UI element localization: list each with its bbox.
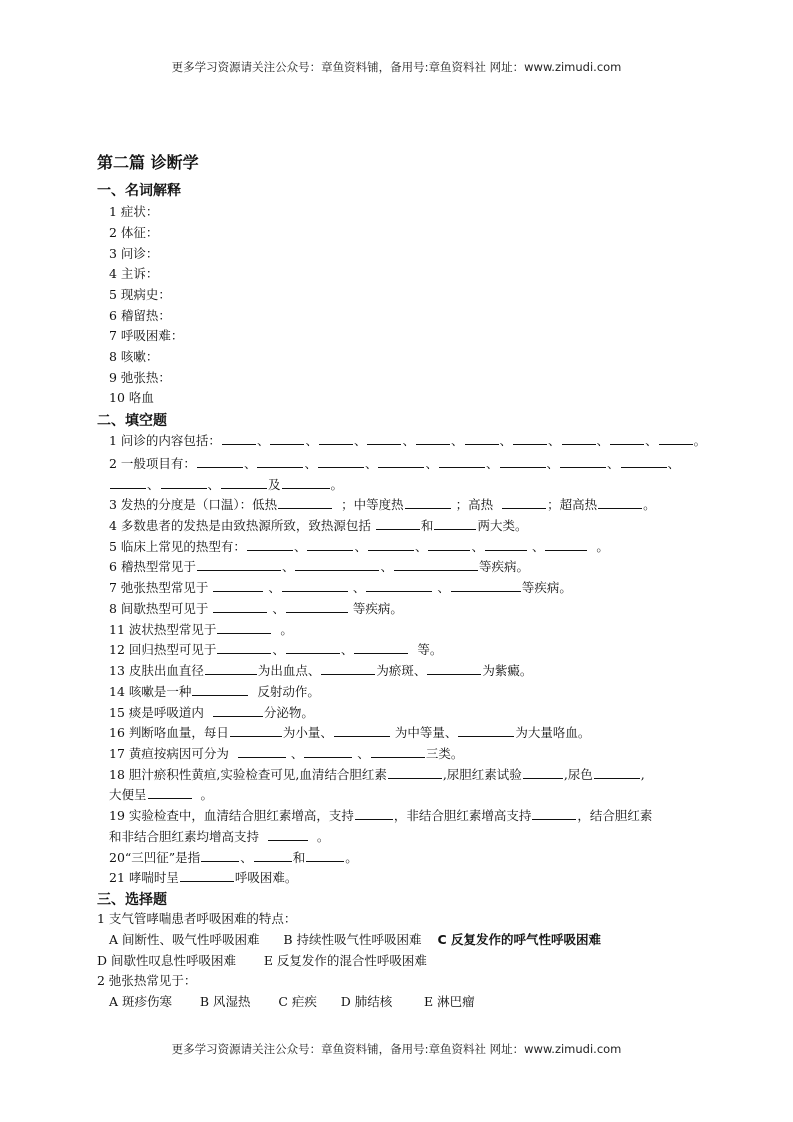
blank[interactable] xyxy=(334,724,390,737)
fill-question-18-cont: 大便呈 。 xyxy=(109,787,213,802)
blank[interactable] xyxy=(205,662,257,675)
blank[interactable] xyxy=(217,641,271,654)
fill-question-19-cont: 和非结合胆红素均增高支持 。 xyxy=(109,829,330,844)
fill-question-21: 21 哮喘时呈 呼吸困难。 xyxy=(109,870,298,885)
option-c[interactable]: C 疟疾 xyxy=(278,994,317,1009)
blank[interactable] xyxy=(376,517,420,530)
fill-question-2: 2 一般项目有： 、 、 、 、 、 、 、 、 xyxy=(109,456,681,471)
blank[interactable] xyxy=(545,538,587,551)
blank[interactable] xyxy=(295,558,379,571)
option-e[interactable]: E 淋巴瘤 xyxy=(424,994,475,1009)
blank[interactable] xyxy=(371,745,425,758)
fill-question-15: 15 痰是呼吸道内 分泌物。 xyxy=(109,705,314,720)
term-item: 2 体征： xyxy=(109,225,159,240)
blank[interactable] xyxy=(594,766,640,779)
blank[interactable] xyxy=(257,455,303,468)
blank[interactable] xyxy=(388,766,442,779)
blank[interactable] xyxy=(238,745,286,758)
blank[interactable] xyxy=(485,538,527,551)
blank[interactable] xyxy=(532,807,576,820)
blank[interactable] xyxy=(319,432,353,445)
blank[interactable] xyxy=(197,455,243,468)
option-b[interactable]: B 风湿热 xyxy=(199,994,251,1009)
blank[interactable] xyxy=(268,828,308,841)
choice-question-1-options xyxy=(109,932,709,948)
section-heading: 二、填空题 xyxy=(97,413,167,429)
term-item: 3 问诊： xyxy=(109,246,159,261)
blank[interactable] xyxy=(659,432,693,445)
page-title: 第二篇 诊断学 xyxy=(97,153,199,172)
fill-question-5: 5 临床上常见的热型有： 、 、 、 、 、 。 xyxy=(109,539,609,554)
term-item: 10 咯血 xyxy=(109,390,154,405)
fill-question-11: 11 波状热型常见于 。 xyxy=(109,622,293,637)
blank[interactable] xyxy=(197,558,281,571)
blank[interactable] xyxy=(247,538,293,551)
blank[interactable] xyxy=(500,455,546,468)
choice-question-1-stem: 1 支气管哮喘患者呼吸困难的特点： xyxy=(97,911,297,926)
blank[interactable] xyxy=(201,849,239,862)
term-item: 7 呼吸困难： xyxy=(109,328,184,343)
blank[interactable] xyxy=(282,476,330,489)
blank[interactable] xyxy=(306,849,344,862)
blank[interactable] xyxy=(610,432,644,445)
blank[interactable] xyxy=(513,432,547,445)
fill-question-13: 13 皮肤出血直径 为出血点、 为瘀斑、 为紫癜。 xyxy=(109,663,533,678)
blank[interactable] xyxy=(428,538,470,551)
blank[interactable] xyxy=(254,849,292,862)
fill-question-14: 14 咳嗽是一种 反射动作。 xyxy=(109,684,320,699)
option-b[interactable]: B 持续性吸气性呼吸困难 xyxy=(283,932,422,947)
blank[interactable] xyxy=(321,662,375,675)
page-header: 更多学习资源请关注公众号：章鱼资料铺，备用号:章鱼资料社 网址：www.zimudi.com xyxy=(171,60,622,74)
blank[interactable] xyxy=(451,579,521,592)
section-heading: 一、名词解释 xyxy=(97,183,181,199)
blank[interactable] xyxy=(213,600,267,613)
blank[interactable] xyxy=(394,558,478,571)
blank[interactable] xyxy=(355,807,393,820)
blank[interactable] xyxy=(405,496,451,509)
blank[interactable] xyxy=(230,724,282,737)
blank[interactable] xyxy=(307,538,353,551)
blank[interactable] xyxy=(217,621,271,634)
fill-question-1: 1 问诊的内容包括： 、 、 、 、 、 、 、 、 、 。 xyxy=(109,433,707,448)
blank[interactable] xyxy=(560,455,606,468)
blank[interactable] xyxy=(598,496,642,509)
fill-question-3: 3 发热的分度是（口温）：低热 ；中等度热 ；高热 ；超高热 。 xyxy=(109,497,656,512)
fill-question-18: 18 胆汁瘀积性黄疸,实验检查可见,血清结合胆红素 ,尿胆红素试验 ,尿色 , xyxy=(109,767,645,782)
blank[interactable] xyxy=(304,745,352,758)
term-item: 5 现病史： xyxy=(109,287,171,302)
term-item: 1 症状： xyxy=(109,204,159,219)
fill-question-4: 4 多数患者的发热是由致热源所致，致热源包括 和 两大类。 xyxy=(109,518,528,533)
blank[interactable] xyxy=(278,496,332,509)
blank[interactable] xyxy=(180,869,234,882)
blank[interactable] xyxy=(213,704,263,717)
blank[interactable] xyxy=(110,476,146,489)
blank[interactable] xyxy=(366,579,432,592)
choice-question-2-options xyxy=(109,994,709,1010)
blank[interactable] xyxy=(221,476,267,489)
blank[interactable] xyxy=(427,662,481,675)
choice-question-2-stem: 2 弛张热常见于： xyxy=(97,973,197,988)
blank[interactable] xyxy=(318,455,364,468)
blank[interactable] xyxy=(286,600,348,613)
fill-question-20: 20“三凹征”是指 、 和 。 xyxy=(109,850,358,865)
option-a[interactable]: A 间断性、吸气性呼吸困难 xyxy=(109,932,260,947)
fill-question-17: 17 黄疸按病因可分为 、 、 三类。 xyxy=(109,746,464,761)
term-item: 4 主诉： xyxy=(109,266,159,281)
fill-question-6: 6 稽热型常见于 、 、 等疾病。 xyxy=(109,559,529,574)
blank[interactable] xyxy=(621,455,667,468)
term-item: 9 弛张热： xyxy=(109,370,171,385)
blank[interactable] xyxy=(222,432,256,445)
blank[interactable] xyxy=(416,432,450,445)
section-heading: 三、选择题 xyxy=(97,892,167,908)
option-d[interactable]: D 间歇性叹息性呼吸困难 xyxy=(97,953,236,968)
fill-question-12: 12 回归热型可见于 、 、 等。 xyxy=(109,642,443,657)
blank[interactable] xyxy=(354,641,408,654)
blank[interactable] xyxy=(282,579,348,592)
fill-question-2-cont: 、 、 及 。 xyxy=(109,476,709,493)
blank[interactable] xyxy=(465,432,499,445)
term-item: 6 稽留热： xyxy=(109,308,171,323)
blank[interactable] xyxy=(192,683,248,696)
choice-question-1-options-cont xyxy=(97,953,709,969)
blank[interactable] xyxy=(502,496,546,509)
blank[interactable] xyxy=(148,786,192,799)
blank[interactable] xyxy=(439,455,485,468)
blank[interactable] xyxy=(286,641,340,654)
option-e[interactable]: E 反复发作的混合性呼吸困难 xyxy=(263,953,427,968)
blank[interactable] xyxy=(378,455,424,468)
fill-question-19: 19 实验检查中，血清结合胆红素增高，支持 ，非结合胆红素增高支持 ，结合胆红素 xyxy=(109,808,653,823)
blank[interactable] xyxy=(434,517,476,530)
fill-question-16: 16 判断咯血量，每日 为小量、 为中等量、 为大量咯血。 xyxy=(109,725,591,740)
option-c[interactable]: C 反复发作的呼气性呼吸困难 xyxy=(437,932,601,947)
fill-question-7: 7 弛张热型常见于 、 、 、 等疾病。 xyxy=(109,580,572,595)
option-d[interactable]: D 肺结核 xyxy=(340,994,393,1009)
blank[interactable] xyxy=(562,432,596,445)
blank[interactable] xyxy=(161,476,207,489)
blank[interactable] xyxy=(367,432,401,445)
term-item: 8 咳嗽： xyxy=(109,349,159,364)
fill-question-8: 8 间歇热型可见于 、 等疾病。 xyxy=(109,601,403,616)
option-a[interactable]: A 斑疹伤寒 xyxy=(109,994,173,1009)
blank[interactable] xyxy=(368,538,414,551)
blank[interactable] xyxy=(523,766,563,779)
blank[interactable] xyxy=(270,432,304,445)
page-footer: 更多学习资源请关注公众号：章鱼资料铺，备用号:章鱼资料社 网址：www.zimudi.com xyxy=(171,1042,622,1056)
blank[interactable] xyxy=(458,724,514,737)
blank[interactable] xyxy=(213,579,263,592)
